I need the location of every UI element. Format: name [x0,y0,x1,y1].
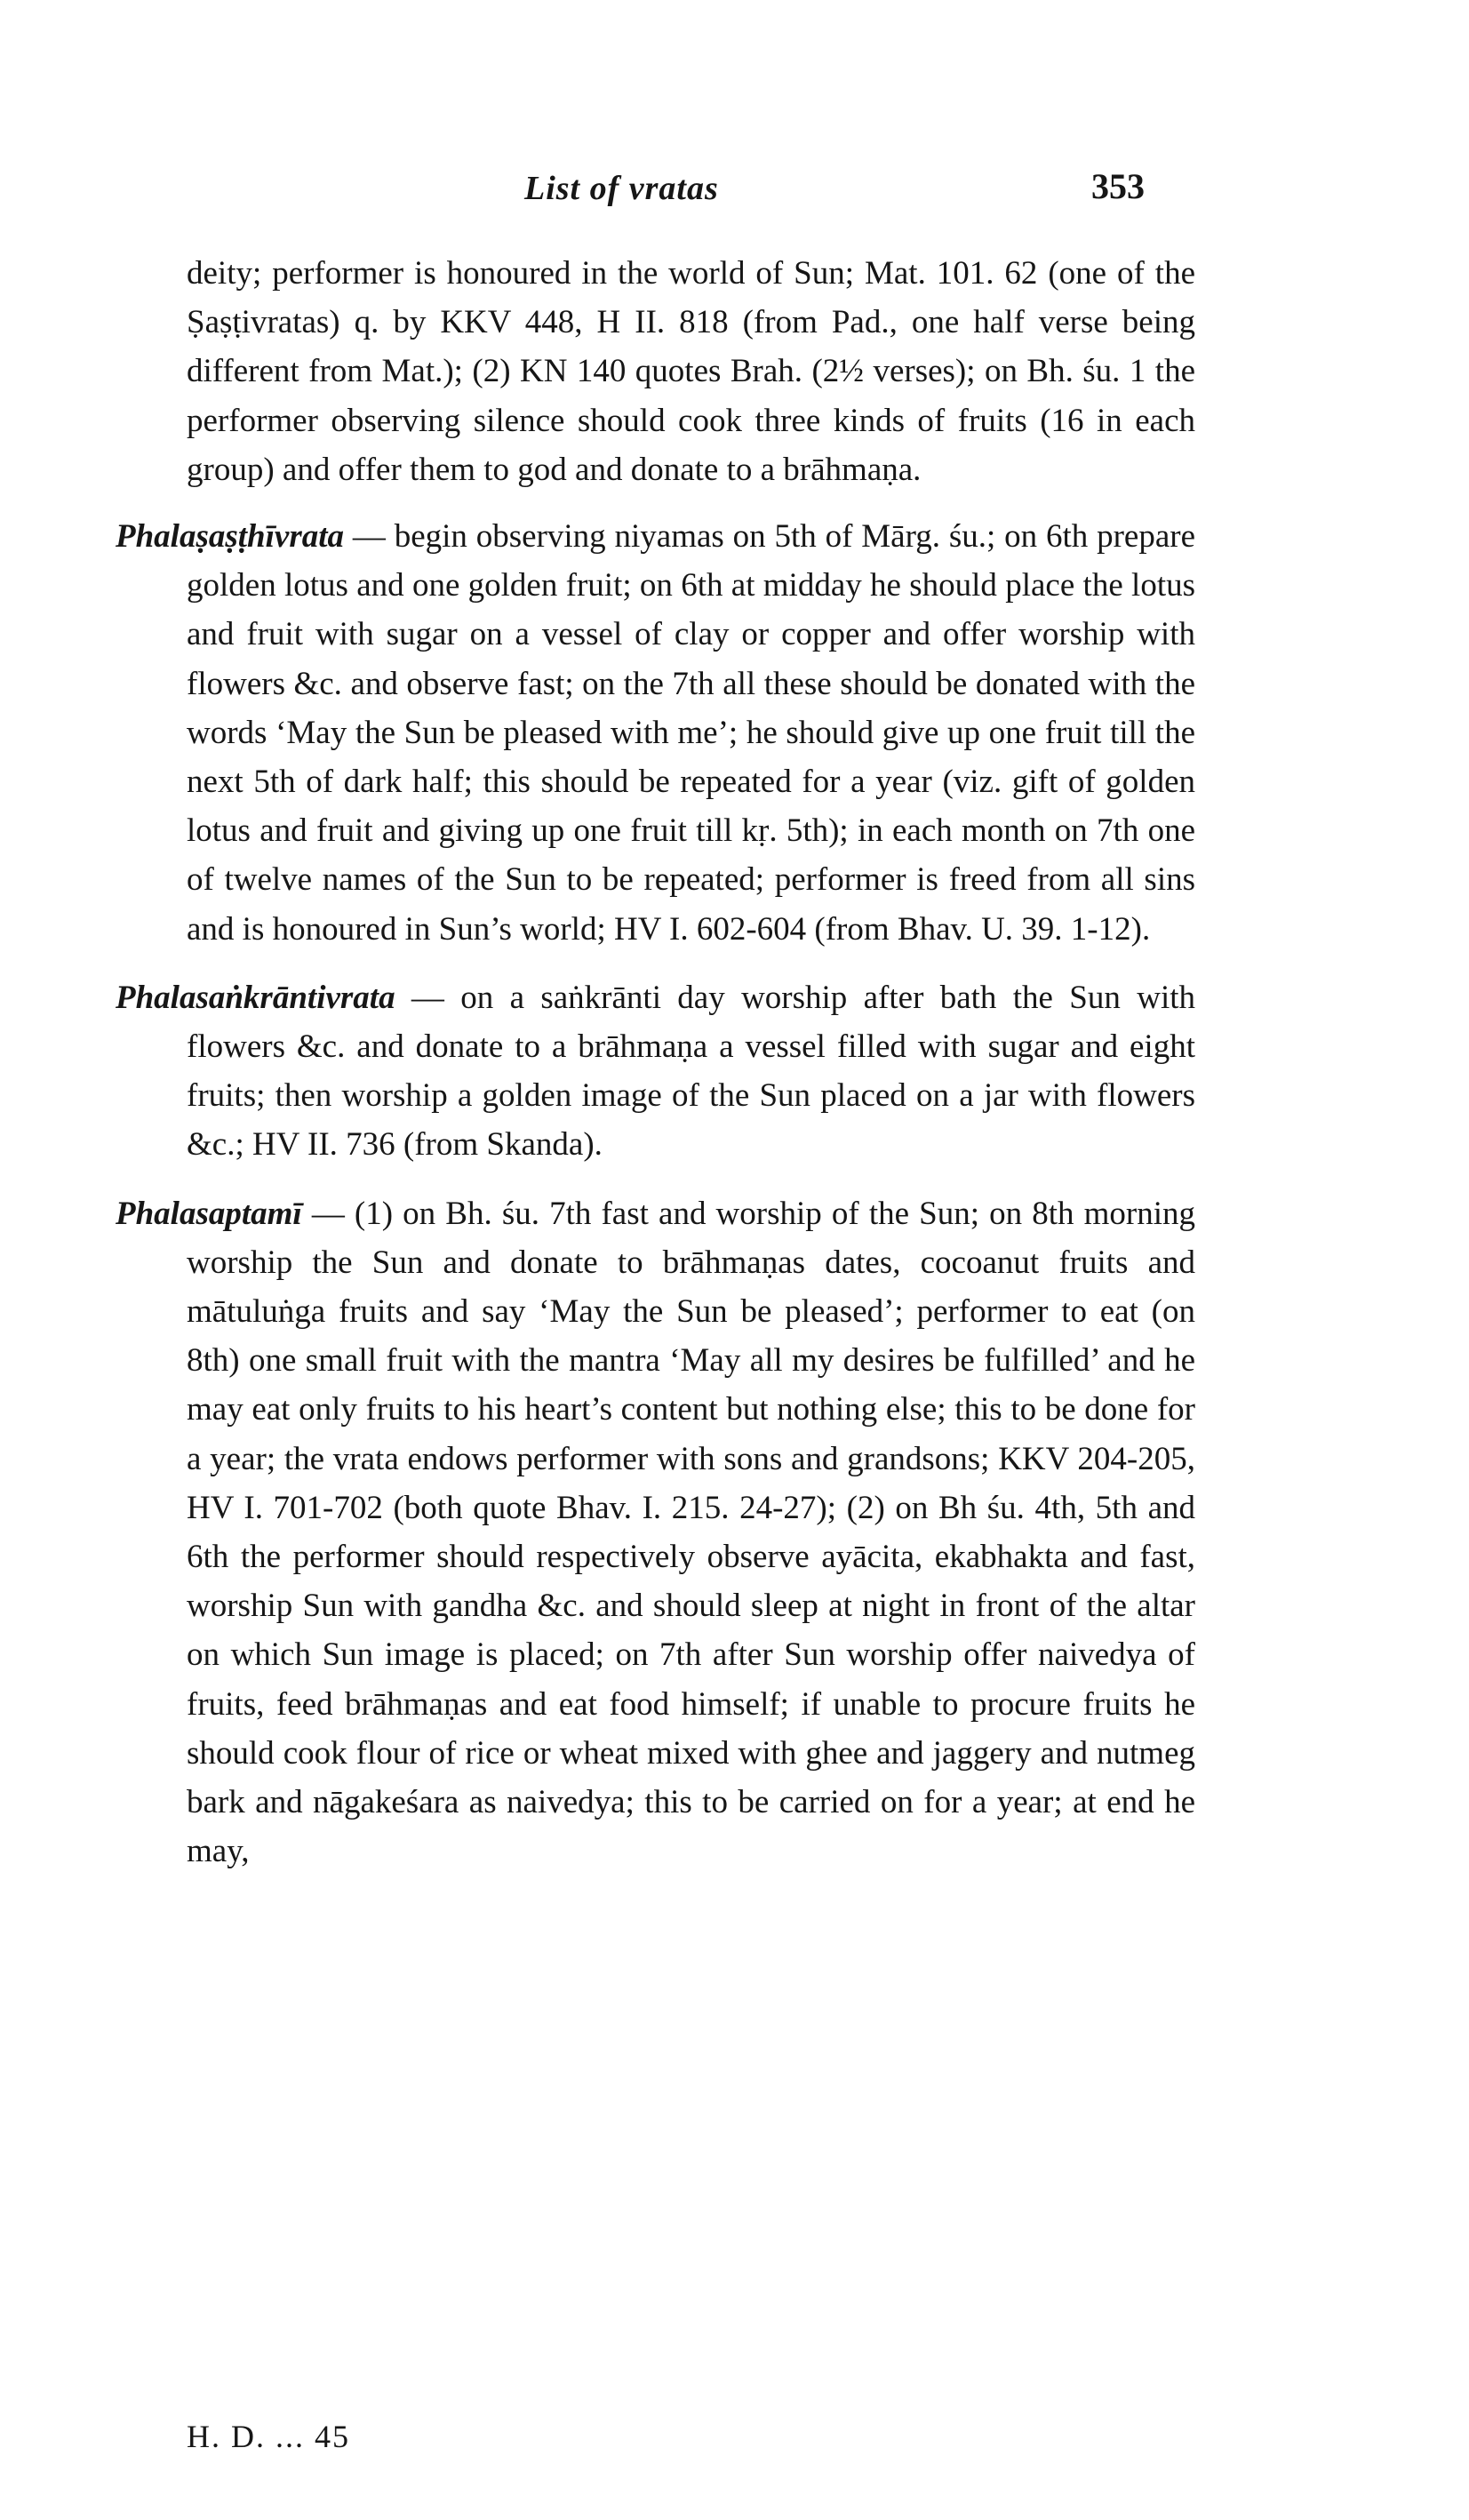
entry-phalasankrantivrata [116,973,1195,1170]
entry-text: deity; performer is honoured in the world of Sun; Mat. 101. 62 (one of the Ṣaṣṭivratas) q. by KKV 448, H II. 818 (from Pad., one half verse being different from Mat.); (2) KN 140 quotes Brah. (2½ verses); on Bh. śu. 1 the performer observing silence should cook three kinds of fruits (16 in each group) and offer them to god and donate to a brāhmaṇa. [187,255,1195,488]
signature-mark: H. D. ... 45 [187,2419,350,2454]
entry-text: — (1) on Bh. śu. 7th fast and worship of the Sun; on 8th morning worship the Sun and donate to brāhmaṇas dates, cocoanut fruits and mātuluṅga fruits and say ‘May the Sun be pleased’; performer to eat (on 8th) one small fruit with the mantra ‘May all my desires be fulfilled’ and he may eat only fruits to his heart’s content but nothing else; this to be done for a year; the vrata endows performer with sons and grandsons; KKV 204-205, HV I. 701-702 (both quote Bhav. I. 215. 24-27); (2) on Bh śu. 4th, 5th and 6th the performer should respectively observe ayācita, ekabhakta and fast, worship Sun with gandha &c. and should sleep at night in front of the altar on which Sun image is placed; on 7th after Sun worship offer naivedya of fruits, feed brāhmaṇas and eat food himself; if unable to procure fruits he should cook flour of rice or wheat mixed with ghee and jaggery and nutmeg bark and nāgakeśara as naivedya; this to be carried on for a year; at end he may, [187,1195,1195,1870]
entry-phalasaptami [116,1189,1195,1876]
entry-headword: Phalasaptamī [116,1195,302,1232]
main-text [116,249,1195,1896]
entry-phalasasthivrata [116,512,1195,954]
entry-headword: Phalasaṅkrāntivrata [116,979,395,1016]
page-number: 353 [1091,166,1145,206]
entry-text: — on a saṅkrānti day worship after bath the Sun with flowers &c. and donate to a brāhmaṇa a vessel filled with sugar and eight fruits; then worship a golden image of the Sun placed on a jar with flowers &c.; HV II. 736 (from Skanda). [187,979,1195,1164]
entry-headword: Phalaṣaṣṭhīvrata [116,518,344,556]
page-header [0,166,1469,222]
entry-continuation [116,249,1195,494]
entry-text: — begin observing niyamas on 5th of Mārg. śu.; on 6th prepare golden lotus and one golden fruit; on 6th at midday he should place the lotus and fruit with sugar on a vessel of clay or copper and offer worship with flowers &c. and observe fast; on the 7th all these should be donated with the words ‘May the Sun be pleased with me’; he should give up one fruit till the next 5th of dark half; this should be repeated for a year (viz. gift of golden lotus and fruit and giving up one fruit till kṛ. 5th); in each month on 7th one of twelve names of the Sun to be repeated; performer is freed from all sins and is honoured in Sun’s world; HV I. 602-604 (from Bhav. U. 39. 1-12). [187,518,1195,948]
running-title: List of vratas [524,170,719,207]
